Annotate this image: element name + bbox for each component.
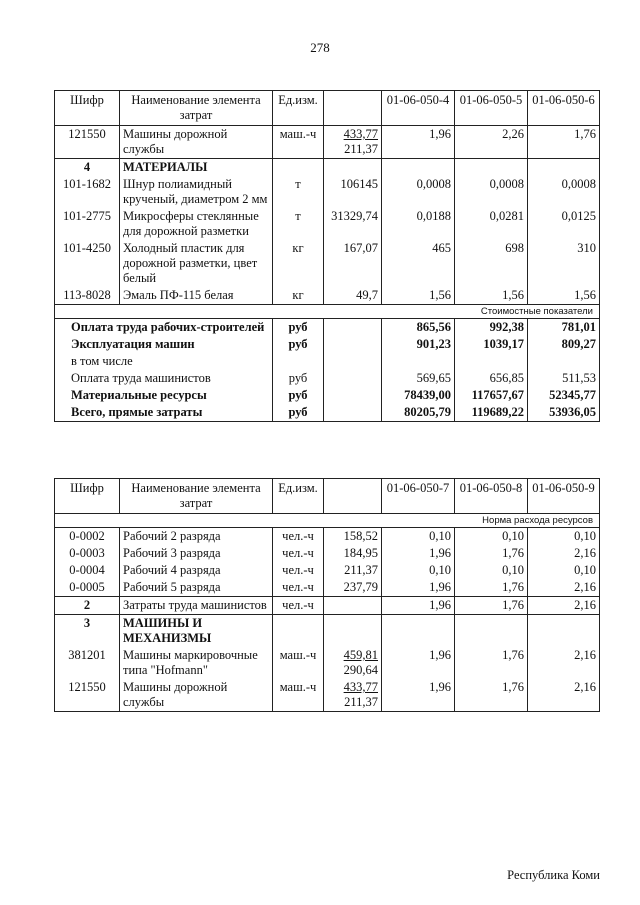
table-row [55,679,600,712]
table-row [55,287,600,305]
table-row [55,126,600,159]
cost-value-2 [455,353,528,370]
header-col-2: 01-06-050-8 [455,479,528,514]
cost-name: в том числе [55,353,273,370]
cost-name: Оплата труда рабочих-строителей [55,319,273,337]
cell-value-1: 1,96 [382,647,455,679]
header-col-1: 01-06-050-4 [382,91,455,126]
header-col-3: 01-06-050-9 [528,479,600,514]
cell-value-1: 0,10 [382,528,455,546]
cell-unit: чел.-ч [273,562,324,579]
cost-name: Эксплуатация машин [55,336,273,353]
cell-value-3 [528,615,600,648]
cell-name: Эмаль ПФ-115 белая [120,287,273,305]
cost-value-2: 117657,67 [455,387,528,404]
cost-value-2: 992,38 [455,319,528,337]
cell-value-2: 2,26 [455,126,528,159]
header-col-1: 01-06-050-7 [382,479,455,514]
cost-unit [273,353,324,370]
cell-price [324,319,382,337]
table-row [55,579,600,597]
cell-unit: маш.-ч [273,126,324,159]
cost-row [55,387,600,404]
cost-value-2: 656,85 [455,370,528,387]
price-numerator: 433,77 [343,680,378,694]
cell-name: Холодный пластик для дорожной разметки, цвет белый [120,240,273,287]
cost-unit: руб [273,404,324,422]
cell-value-1: 1,96 [382,597,455,615]
cell-value-1: 1,96 [382,545,455,562]
cell-value-1: 0,0188 [382,208,455,240]
cell-value-2: 1,76 [455,647,528,679]
cell-code: 0-0002 [55,528,120,546]
cell-price: 211,37 [324,562,382,579]
cell-price [324,679,382,712]
cell-name: Шнур полиамидный крученый, диаметром 2 мм [120,176,273,208]
cell-code: 0-0005 [55,579,120,597]
cost-unit: руб [273,336,324,353]
cell-code: 121550 [55,679,120,712]
cost-indicators-label: Стоимостные показатели [55,305,600,319]
cell-value-1: 1,56 [382,287,455,305]
cost-name: Оплата труда машинистов [55,370,273,387]
cost-value-1: 865,56 [382,319,455,337]
table-row [55,528,600,546]
cost-unit: руб [273,387,324,404]
cell-code: 3 [55,615,120,648]
cost-value-3: 52345,77 [528,387,600,404]
header-price [324,479,382,514]
cell-value-2: 0,0281 [455,208,528,240]
cell-unit: чел.-ч [273,597,324,615]
resource-table-2 [54,478,600,712]
cell-code: 0-0003 [55,545,120,562]
cell-value-1 [382,159,455,177]
table-row [55,545,600,562]
cell-value-1: 1,96 [382,126,455,159]
cell-price [324,336,382,353]
cell-price [324,647,382,679]
subheader-row [55,305,600,319]
table-row [55,562,600,579]
cell-value-1: 0,10 [382,562,455,579]
cost-value-3: 511,53 [528,370,600,387]
page-number: 278 [310,40,330,55]
cost-value-1: 80205,79 [382,404,455,422]
cell-code: 101-4250 [55,240,120,287]
cell-unit: кг [273,240,324,287]
header-name: Наименование элемента затрат [120,479,273,514]
table-row [55,240,600,287]
cell-unit: кг [273,287,324,305]
cell-price: 167,07 [324,240,382,287]
cell-price: 106145 [324,176,382,208]
price-denominator: 290,64 [343,663,378,677]
cell-unit [273,615,324,648]
cost-value-2: 1039,17 [455,336,528,353]
cell-price [324,387,382,404]
header-name: Наименование элемента затрат [120,91,273,126]
section-row [55,159,600,177]
cell-price: 49,7 [324,287,382,305]
header-code: Шифр [55,479,120,514]
cell-unit: чел.-ч [273,545,324,562]
cell-value-3: 2,16 [528,579,600,597]
cell-value-3: 0,10 [528,528,600,546]
cell-value-2: 1,76 [455,597,528,615]
header-price [324,91,382,126]
price-denominator: 211,37 [344,695,378,709]
cell-value-3 [528,159,600,177]
cell-unit [273,159,324,177]
cell-value-2: 0,10 [455,562,528,579]
section-row [55,615,600,648]
cell-value-1: 0,0008 [382,176,455,208]
cell-code: 0-0004 [55,562,120,579]
price-denominator: 211,37 [344,142,378,156]
cost-row [55,319,600,337]
cell-value-1 [382,615,455,648]
cell-value-1: 1,96 [382,579,455,597]
cell-code: 113-8028 [55,287,120,305]
cell-value-2 [455,615,528,648]
cost-value-1 [382,353,455,370]
cell-price [324,126,382,159]
cell-price [324,353,382,370]
cell-price: 237,79 [324,579,382,597]
cell-value-3: 2,16 [528,545,600,562]
cell-price [324,159,382,177]
cell-price: 158,52 [324,528,382,546]
cell-code: 4 [55,159,120,177]
cell-unit: чел.-ч [273,528,324,546]
cell-value-2: 1,76 [455,545,528,562]
cell-value-1: 1,96 [382,679,455,712]
price-numerator: 459,81 [343,648,378,662]
cost-value-1: 901,23 [382,336,455,353]
table-header-row [55,91,600,126]
cost-row [55,336,600,353]
cost-name: Материальные ресурсы [55,387,273,404]
cost-value-1: 78439,00 [382,387,455,404]
cell-code: 121550 [55,126,120,159]
cell-name: Рабочий 5 разряда [120,579,273,597]
cell-unit: т [273,176,324,208]
cell-name: Рабочий 2 разряда [120,528,273,546]
cell-unit: чел.-ч [273,579,324,597]
cell-price: 31329,74 [324,208,382,240]
cell-price: 184,95 [324,545,382,562]
header-col-2: 01-06-050-5 [455,91,528,126]
cost-value-2: 119689,22 [455,404,528,422]
table-row [55,208,600,240]
cell-name: Машины дорожной службы [120,679,273,712]
cell-price [324,404,382,422]
cost-name: Всего, прямые затраты [55,404,273,422]
cell-code: 381201 [55,647,120,679]
cell-name: Затраты труда машинистов [120,597,273,615]
cell-value-3: 0,0125 [528,208,600,240]
cell-code: 2 [55,597,120,615]
cell-value-3: 0,10 [528,562,600,579]
cost-value-1: 569,65 [382,370,455,387]
cell-value-3: 1,56 [528,287,600,305]
cell-code: 101-2775 [55,208,120,240]
price-numerator: 433,77 [343,127,378,141]
cost-value-3: 53936,05 [528,404,600,422]
cell-value-2: 1,76 [455,679,528,712]
header-unit: Ед.изм. [273,91,324,126]
header-code: Шифр [55,91,120,126]
cost-unit: руб [273,370,324,387]
cost-value-3: 781,01 [528,319,600,337]
cell-price [324,615,382,648]
cell-value-2 [455,159,528,177]
table-row [55,647,600,679]
cell-name: Микросферы стеклянные для дорожной разметки [120,208,273,240]
cost-row [55,404,600,422]
cell-unit: т [273,208,324,240]
table-header-row [55,479,600,514]
table-row [55,176,600,208]
cost-unit: руб [273,319,324,337]
cost-row [55,370,600,387]
header-unit: Ед.изм. [273,479,324,514]
cell-price [324,597,382,615]
cell-value-3: 2,16 [528,679,600,712]
cell-value-3: 310 [528,240,600,287]
resource-table-1 [54,90,600,422]
cell-name: Машины дорожной службы [120,126,273,159]
cost-row [55,353,600,370]
header-col-3: 01-06-050-6 [528,91,600,126]
cell-value-3: 0,0008 [528,176,600,208]
cell-price [324,370,382,387]
subheader-row [55,514,600,528]
cell-value-2: 698 [455,240,528,287]
cell-value-3: 2,16 [528,597,600,615]
cell-name: МАШИНЫ И МЕХАНИЗМЫ [120,615,273,648]
cell-value-3: 1,76 [528,126,600,159]
cell-value-1: 465 [382,240,455,287]
cell-name: Рабочий 4 разряда [120,562,273,579]
footer-region: Республика Коми [507,868,600,882]
cell-unit: маш.-ч [273,647,324,679]
cell-value-2: 0,0008 [455,176,528,208]
cell-code: 101-1682 [55,176,120,208]
cell-unit: маш.-ч [273,679,324,712]
resource-norm-label: Норма расхода ресурсов [55,514,600,528]
cell-name: Машины маркировочные типа "Hofmann" [120,647,273,679]
cost-value-3 [528,353,600,370]
cell-value-2: 0,10 [455,528,528,546]
cell-value-3: 2,16 [528,647,600,679]
cell-value-2: 1,76 [455,579,528,597]
cell-value-2: 1,56 [455,287,528,305]
cost-value-3: 809,27 [528,336,600,353]
section-row [55,597,600,615]
cell-name: МАТЕРИАЛЫ [120,159,273,177]
cell-name: Рабочий 3 разряда [120,545,273,562]
